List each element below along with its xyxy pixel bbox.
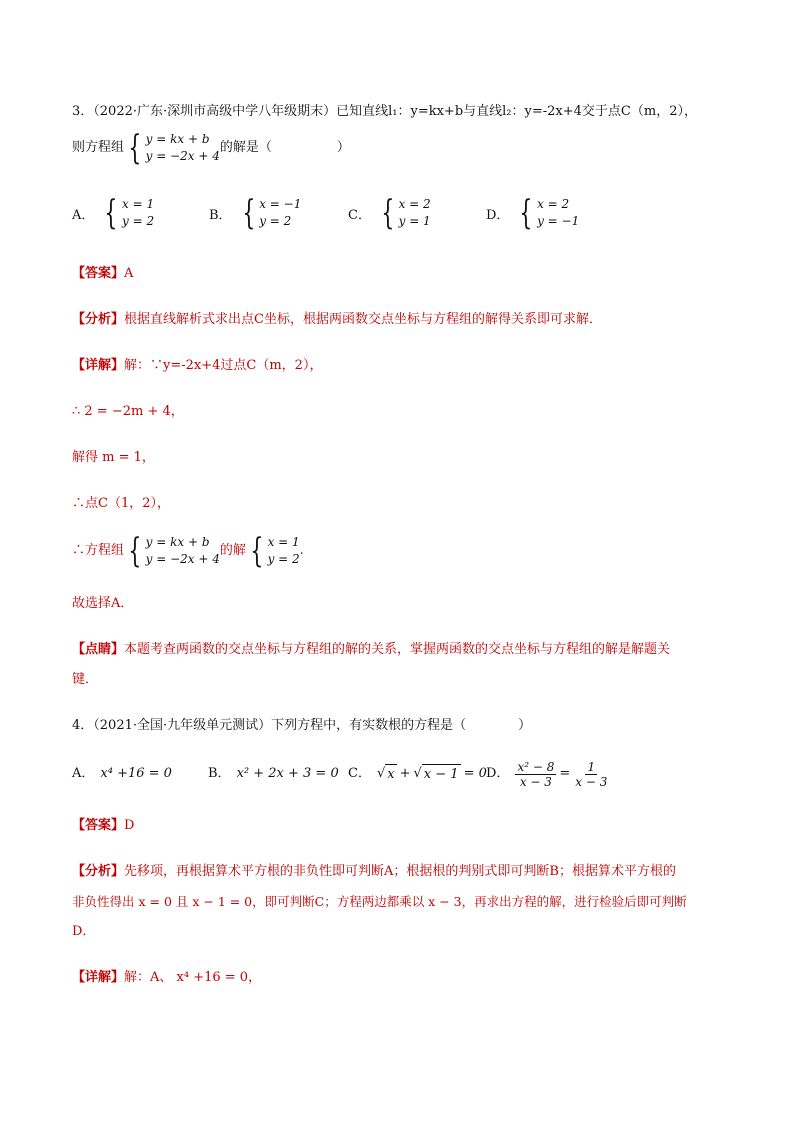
q3-step2: 解得 m = 1， — [72, 450, 155, 465]
q4-option-d[interactable]: D． $\frac{\text{x² − 8}}{x - 3}$ = $\frac{1}{x - 3}$ — [486, 759, 608, 789]
q4-option-d-den-left: x − 3 — [519, 774, 552, 789]
q3-step4-sol1: x = 1 — [267, 535, 300, 549]
q3-option-c-label: C． — [348, 207, 371, 223]
q4-detail — [72, 968, 261, 988]
q3-header-line2 — [72, 130, 350, 166]
q4-option-d-num-right: 1 — [587, 759, 596, 774]
q3-option-d-row2: y = −1 — [537, 214, 580, 228]
q4-option-d-label: D． — [486, 766, 510, 781]
q3-header-line1 — [72, 102, 697, 122]
q3-comment-tag: 【点睛】 — [72, 642, 125, 657]
q3-answer-tag: 【答案】 — [72, 266, 125, 281]
q3-step4-sol2: y = 2 — [267, 552, 300, 566]
q3-option-c[interactable]: C． { x = 2 y = 1 — [348, 193, 431, 233]
q4-option-c-radicand2: x − 1 — [422, 764, 461, 785]
q4-analysis-line1 — [72, 862, 676, 882]
q4-option-b-expr: x² + 2x + 3 = 0 — [236, 766, 339, 781]
q4-option-c[interactable]: C． √ x + √ x − 1 = 0 — [348, 756, 487, 792]
q3-answer — [72, 264, 133, 284]
q3-option-b-row1: x = −1 — [259, 197, 302, 211]
q3-header-text: 3．（2022·广东·深圳市高级中学八年级期末）已知直线l₁：y=kx+b与直线l₂：y=-2x+4交于点C（m，2）， — [72, 104, 697, 119]
q3-step4-mid: 的解 — [219, 543, 246, 558]
q3-comment-line2: 键． — [72, 672, 99, 687]
q4-option-c-sqrt1-icon: √ — [376, 766, 386, 781]
q3-answer-value: A — [124, 266, 134, 281]
q3-header-suffix: 的解是（ ） — [219, 140, 350, 155]
q4-option-a[interactable] — [72, 756, 172, 792]
q4-option-b-label: B． — [208, 766, 231, 781]
q3-option-d-row1: x = 2 — [537, 197, 570, 211]
q3-options — [72, 193, 722, 233]
q3-detail-tag: 【详解】 — [72, 358, 125, 373]
q3-option-a-row1: x = 1 — [122, 197, 155, 211]
q3-comment-line1 — [72, 640, 670, 660]
q4-analysis-tag: 【分析】 — [72, 864, 125, 879]
q3-detail — [72, 356, 322, 376]
q3-option-b[interactable]: B． { x = −1 y = 2 — [209, 193, 302, 233]
q4-answer-tag: 【答案】 — [72, 818, 125, 833]
q4-option-c-end: = 0 — [463, 766, 487, 781]
q3-option-a-row2: y = 2 — [122, 214, 155, 228]
q3-analysis-tag: 【分析】 — [72, 312, 125, 327]
q4-answer — [72, 816, 134, 836]
q3-equation-system: { y = kx + b y = −2x + 4 — [128, 128, 220, 168]
q3-analysis — [72, 310, 602, 330]
q4-option-a-expr: x⁴ +16 = 0 — [100, 766, 172, 781]
q4-option-d-left-fraction — [515, 760, 556, 789]
q4-option-d-right-fraction — [573, 760, 609, 789]
q3-option-c-row2: y = 1 — [398, 214, 431, 228]
q4-option-c-label: C． — [348, 766, 371, 781]
q4-header: 4．（2021·全国·九年级单元测试）下列方程中，有实数根的方程是（ ） — [72, 718, 532, 733]
q4-detail-text: 解：A、 x⁴ +16 = 0， — [124, 970, 262, 985]
q3-option-a-label: A． — [72, 207, 95, 223]
q4-answer-value: D — [124, 818, 135, 833]
q3-option-b-label: B． — [209, 207, 232, 223]
q3-detail-intro: 解：∵y=-2x+4过点C（m，2）， — [124, 358, 323, 373]
q4-analysis-line2: 非负性得出 x = 0 且 x − 1 = 0，即可判断C；方程两边都乘以 x − 3，再求出方程的解，进行检验后即可判断 — [72, 894, 687, 909]
q4-analysis-line3: D． — [72, 924, 96, 939]
q3-step4-end: . — [299, 543, 304, 558]
q4-option-b[interactable] — [208, 756, 339, 792]
q3-step5: 故选择A． — [72, 596, 134, 611]
q3-step4-system-row1: y = kx + b — [145, 535, 210, 549]
q3-step3: ∴点C（1，2）， — [72, 496, 170, 511]
q3-option-d-label: D． — [486, 207, 510, 223]
q3-system-row2: y = −2x + 4 — [145, 149, 220, 163]
q3-header-prefix: 则方程组 — [72, 140, 125, 155]
q3-step4-system-row2: y = −2x + 4 — [145, 552, 220, 566]
q3-step4-solution: { x = 1 y = 2 — [250, 531, 300, 571]
q3-option-b-row2: y = 2 — [259, 214, 292, 228]
q3-step4 — [72, 531, 304, 571]
q4-detail-tag: 【详解】 — [72, 970, 125, 985]
q4-option-a-label: A． — [72, 766, 95, 781]
q3-comment-text1: 本题考查两函数的交点坐标与方程组的解的关系，掌握两函数的交点坐标与方程组的解是解题关 — [124, 642, 671, 657]
q3-step4-system: { y = kx + b y = −2x + 4 — [128, 531, 220, 571]
q3-option-c-row1: x = 2 — [398, 197, 431, 211]
q4-option-d-den-right: x − 3 — [575, 774, 608, 789]
q3-step1: ∴ 2 = −2m + 4， — [72, 404, 184, 419]
q4-option-c-radicand1: x — [385, 764, 396, 785]
q4-options — [72, 756, 722, 792]
q3-analysis-text: 根据直线解析式求出点C坐标，根据两函数交点坐标与方程组的解得关系即可求解． — [124, 312, 602, 327]
q3-option-d[interactable]: D． { x = 2 y = −1 — [486, 193, 580, 233]
q3-step4-prefix: ∴方程组 — [72, 543, 125, 558]
q3-option-a[interactable]: A． { x = 1 y = 2 — [72, 193, 155, 233]
q4-analysis-text1: 先移项，再根据算术平方根的非负性即可判断A；根据根的判别式即可判断B；根据算术平方根的 — [124, 864, 676, 879]
q4-option-d-num-left: x² − 8 — [517, 759, 555, 774]
q3-system-row1: y = kx + b — [145, 132, 210, 146]
q4-option-c-sqrt2-icon: √ — [413, 766, 422, 781]
